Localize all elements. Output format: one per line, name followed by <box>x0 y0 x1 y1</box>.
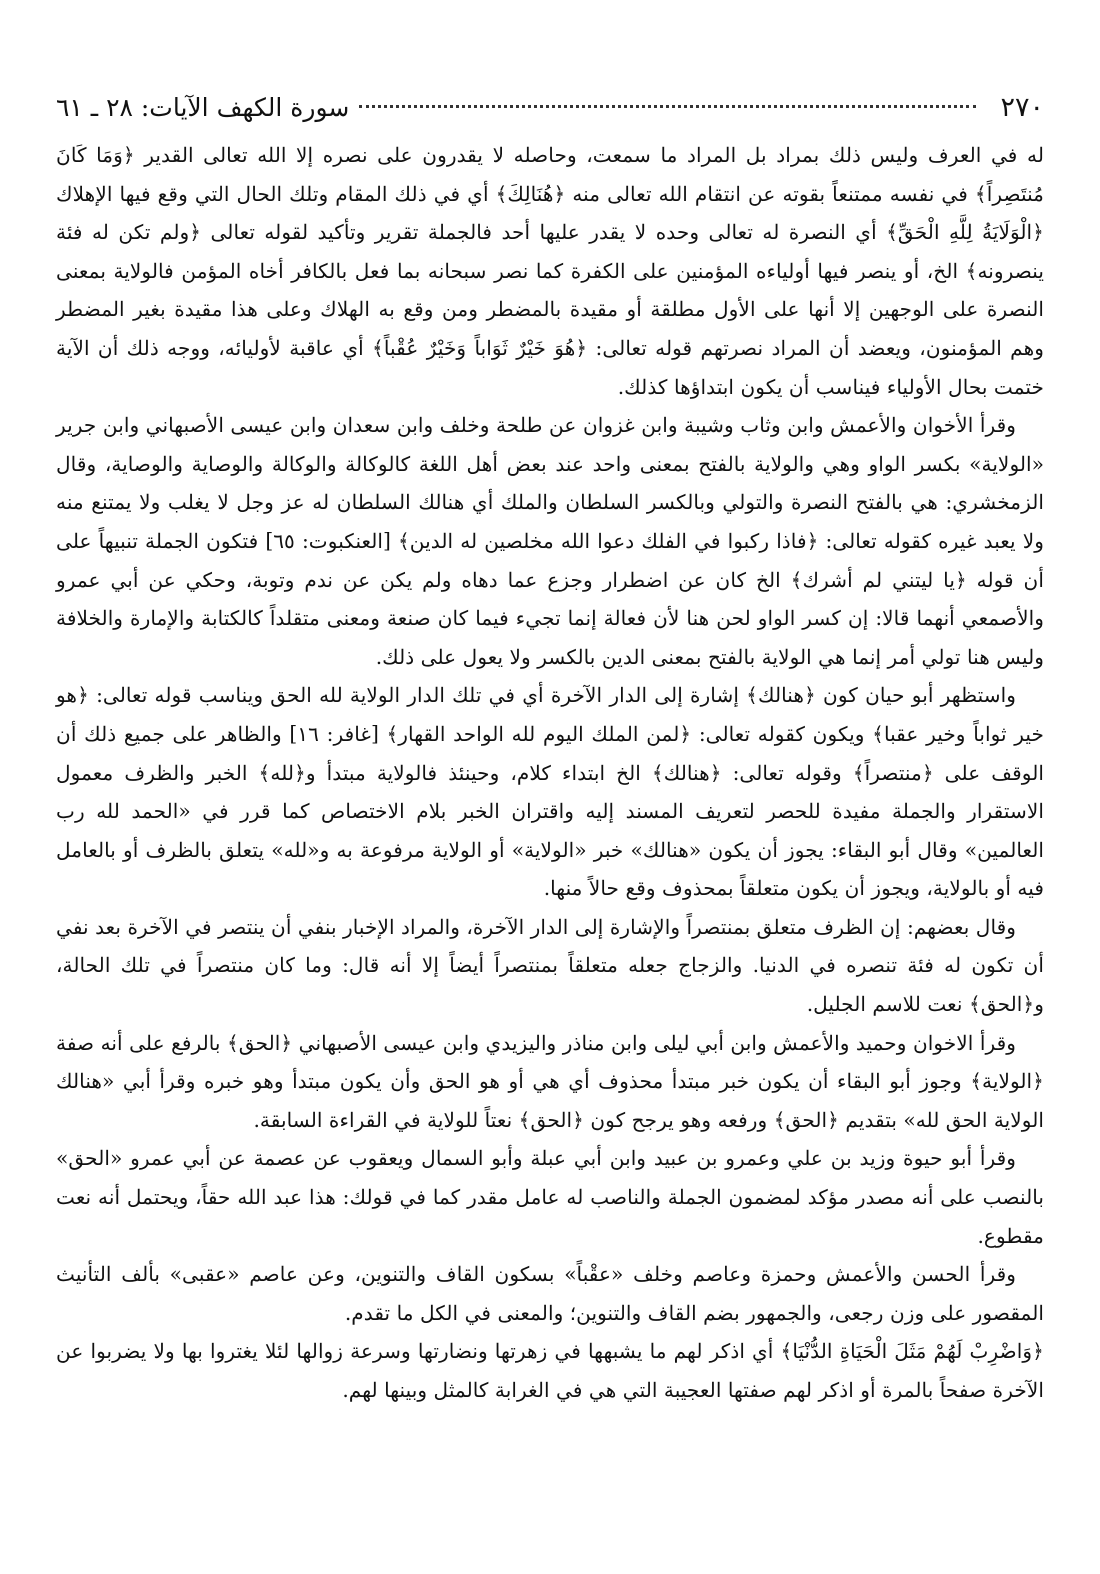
paragraph: له في العرف وليس ذلك بمراد بل المراد ما سمعت، وحاصله لا يقدرون على نصره إلا الله تعالى القدير ﴿وَمَا كَانَ مُنتَصِراً﴾ في نفسه ممتنعاً بقوته عن انتقام الله تعالى منه ﴿هُنَالِكَ﴾ أي في ذلك المقام وتلك الحال التي وقع فيها الإهلاك ﴿الْوَلَايَةُ لِلَّهِ الْحَقِّ﴾ أي النصرة له تعالى وحده لا يقدر عليها أحد فالجملة تقرير وتأكيد لقوله تعالى ﴿ولم تكن له فئة ينصرونه﴾ الخ، أو ينصر فيها أولياءه المؤمنين على الكفرة كما نصر سبحانه بما فعل بالكافر أخاه المؤمن فالولاية بمعنى النصرة على الوجهين إلا أنها على الأول مطلقة أو مقيدة بالمضطر ومن وقع به الهلاك وعلى هذا مقيدة بغير المضطر وهم المؤمنون، ويعضد أن المراد نصرتهم قوله تعالى: ﴿هُوَ خَيْرٌ ثَوَاباً وَخَيْرٌ عُقْباً﴾ أي عاقبة لأوليائه، ووجه ذلك أن الآية ختمت بحال الأولياء فيناسب أن يكون ابتداؤها كذلك. <box>56 143 1044 399</box>
paragraph: وقرأ الاخوان وحميد والأعمش وابن أبي ليلى وابن مناذر واليزيدي وابن عيسى الأصبهاني ﴿الحق﴾ بالرفع على أنه صفة ﴿الولاية﴾ وجوز أبو البقاء أن يكون خبر مبتدأ محذوف أي هي أو هو الحق وأن يكون مبتدأ وهو خبره وقرأ أبي «هنالك الولاية الحق لله» بتقديم ﴿الحق﴾ ورفعه وهو يرجح كون ﴿الحق﴾ نعتاً للولاية في القراءة السابقة. <box>56 1030 1044 1132</box>
paragraph: وقرأ الحسن والأعمش وحمزة وعاصم وخلف «عقْباً» بسكون القاف والتنوين، وعن عاصم «عقبى» بألف التأنيث المقصور على وزن رجعى، والجمهور بضم القاف والتنوين؛ والمعنى في الكل ما تقدم. <box>56 1262 1044 1325</box>
surah-title: سورة الكهف الآيات: ٢٨ ـ ٦١ <box>56 93 350 122</box>
paragraph: واستظهر أبو حيان كون ﴿هنالك﴾ إشارة إلى الدار الآخرة أي في تلك الدار الولاية لله الحق ويناسب قوله تعالى: ﴿هو خير ثواباً وخير عقبا﴾ ويكون كقوله تعالى: ﴿لمن الملك اليوم لله الواحد القهار﴾ [غافر: ١٦] والظاهر على جميع ذلك أن الوقف على ﴿منتصراً﴾ وقوله تعالى: ﴿هنالك﴾ الخ ابتداء كلام، وحينئذ فالولاية مبتدأ و﴿لله﴾ الخبر والظرف معمول الاستقرار والجملة مفيدة للحصر لتعريف المسند إليه واقتران الخبر بلام الاختصاص كما قرر في «الحمد لله رب العالمين» وقال أبو البقاء: يجوز أن يكون «هنالك» خبر «الولاية» أو الولاية مرفوعة به و«لله» يتعلق بالظرف أو بالعامل فيه أو بالولاية، ويجوز أن يكون متعلقاً بمحذوف وقع حالاً منها. <box>56 683 1044 901</box>
header-dotted-leader <box>359 105 976 108</box>
page-body <box>56 136 1044 1410</box>
paragraph: وقال بعضهم: إن الظرف متعلق بمنتصراً والإشارة إلى الدار الآخرة، والمراد الإخبار بنفي أن ينتصر في الآخرة بعد نفي أن تكون له فئة تنصره في الدنيا. والزجاج جعله متعلقاً بمنتصراً أيضاً إلا أنه قال: وما كان منتصراً في تلك الحالة، و﴿الحق﴾ نعت للاسم الجليل. <box>56 914 1044 1017</box>
paragraph: وقرأ الأخوان والأعمش وابن وثاب وشيبة وابن غزوان عن طلحة وخلف وابن سعدان وابن عيسى الأصبهاني وابن جرير «الولاية» بكسر الواو وهي والولاية بالفتح بمعنى واحد عند بعض أهل اللغة كالوكالة والوكالة والوصاية والوصاية، وقال الزمخشري: هي بالفتح النصرة والتولي وبالكسر السلطان والملك أي هنالك السلطان له عز وجل لا يغلب ولا يمتنع منه ولا يعبد غيره كقوله تعالى: ﴿فاذا ركبوا في الفلك دعوا الله مخلصين له الدين﴾ [العنكبوت: ٦٥] فتكون الجملة تنبيهاً على أن قوله ﴿يا ليتني لم أشرك﴾ الخ كان عن اضطرار وجزع عما دهاه ولم يكن عن ندم وتوبة، وحكي عن أبي عمرو والأصمعي أنهما قالا: إن كسر الواو لحن هنا لأن فعالة إنما تجيء فيما كان صنعة ومعنى متقلداً كالكتابة والإمارة والخلافة وليس هنا تولي أمر إنما هي الولاية بالفتح بمعنى الدين بالكسر ولا يعول على ذلك. <box>56 413 1044 669</box>
page-header <box>56 92 1044 128</box>
paragraph: وقرأ أبو حيوة وزيد بن علي وعمرو بن عبيد وابن أبي عبلة وأبو السمال ويعقوب عن عصمة عن أبي عمرو «الحق» بالنصب على أنه مصدر مؤكد لمضمون الجملة والناصب له عامل مقدر كما في قولك: هذا عبد الله حقاً، ويحتمل أنه نعت مقطوع. <box>56 1146 1044 1248</box>
page-number: ٢٧٠ <box>1000 92 1044 123</box>
paragraph: ﴿وَاضْرِبْ لَهُمْ مَثَلَ الْحَيَاةِ الدُّنْيَا﴾ أي اذكر لهم ما يشبهها في زهرتها ونضارتها وسرعة زوالها لئلا يغتروا بها ولا يضربوا عن الآخرة صفحاً بالمرة أو اذكر لهم صفتها العجيبة التي هي في الغرابة كالمثل وبينها لهم. <box>56 1339 1044 1402</box>
